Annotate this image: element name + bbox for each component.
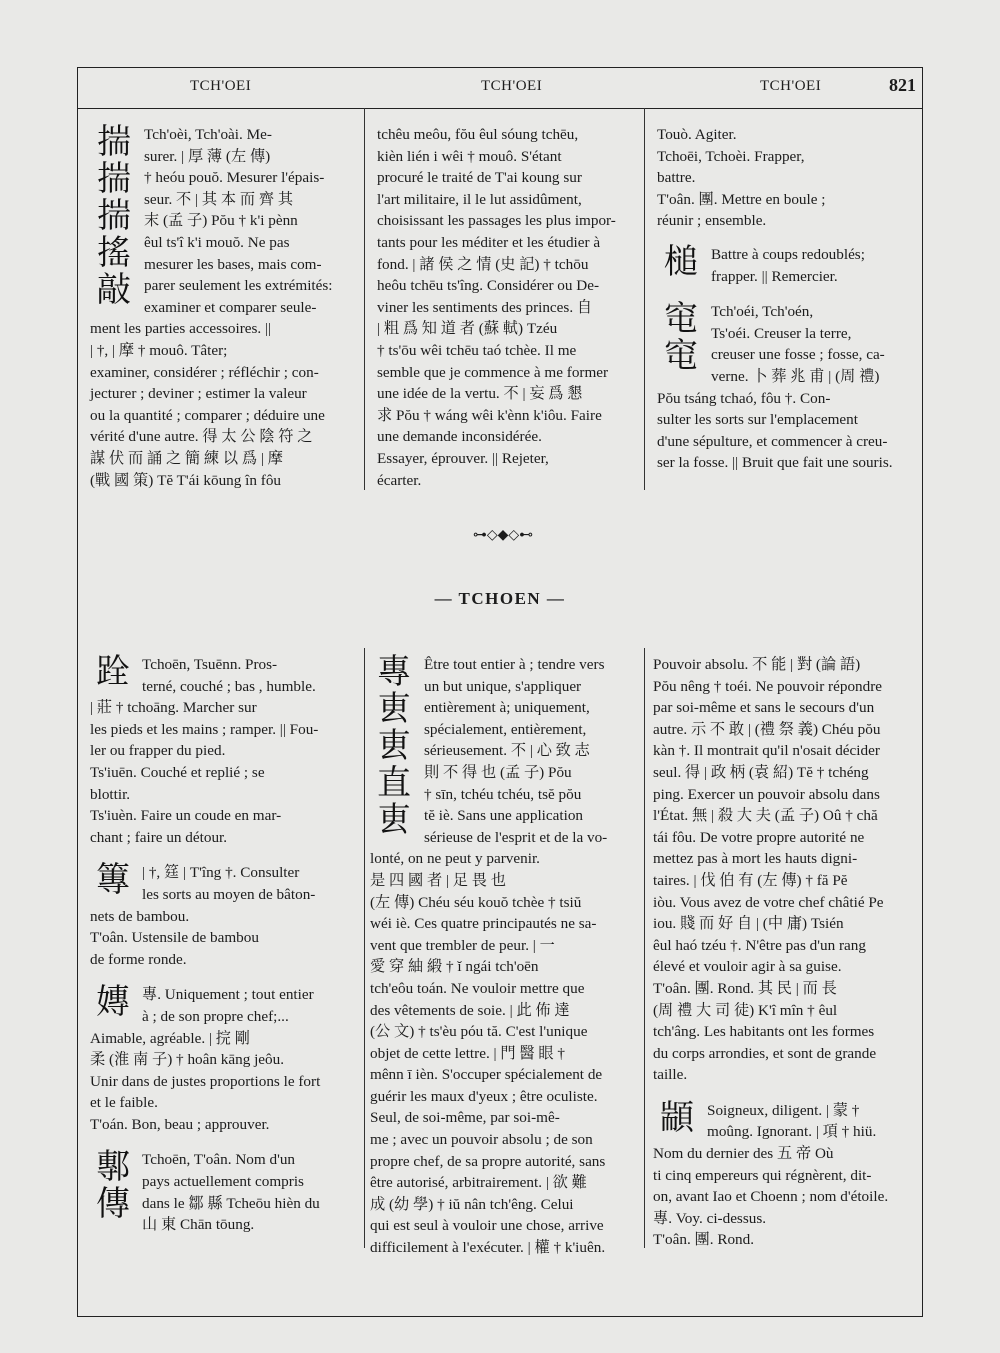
- entry-block: [90, 1149, 352, 1235]
- text-line: taille.: [653, 1066, 688, 1084]
- headword-glyph: 窀: [664, 299, 698, 340]
- running-head-right: TCH'OEI: [760, 78, 822, 94]
- entry-block: [657, 241, 910, 287]
- text-line: mettez pas à mort les hauts digni-: [653, 850, 858, 868]
- text-line: l'art militaire, il le lut assidûment,: [377, 190, 582, 208]
- text-line: ou la quantité ; comparer ; déduire une: [90, 406, 325, 424]
- headword-glyph: 篿: [96, 860, 130, 901]
- bottom-column-1: [90, 654, 352, 1236]
- text-line: du corps arrondies, et sont de grande: [653, 1044, 877, 1062]
- text-line: | 粗 爲 知 道 者 (蘇 軾) Tzéu: [377, 320, 558, 338]
- text-line: T'oân. Ustensile de bambou: [90, 929, 259, 947]
- text-line: 專. Uniquement ; tout entier: [142, 986, 314, 1004]
- top-column-1: [90, 124, 352, 491]
- text-line: Touò. Agiter.: [657, 126, 737, 143]
- text-line: T'oán. Bon, beau ; approuver.: [90, 1115, 270, 1133]
- text-line: Aimable, agréable. | 捖 剛: [90, 1029, 250, 1047]
- bottom-column-3: [653, 654, 910, 1251]
- text-line: et le faible.: [90, 1094, 158, 1112]
- text-line: tái fôu. De votre propre autorité ne: [653, 828, 865, 846]
- text-line: Pŏu nêng † toéi. Ne pouvoir répondre: [653, 677, 883, 695]
- text-line: Tchoēn, T'oân. Nom d'un: [142, 1151, 296, 1169]
- text-line: Pouvoir absolu. 不 能 | 對 (論 語): [653, 656, 861, 673]
- section-ornament: ⊶◇◆◇⊷: [472, 527, 534, 543]
- text-line: kièn lién i wêi † mouô. S'étant: [377, 147, 562, 165]
- headword-glyphs: [657, 301, 705, 375]
- text-line: tch'eôu toán. Ne vouloir mettre que: [370, 979, 585, 997]
- text-line: lonté, on ne peut y parvenir.: [370, 850, 540, 868]
- text-line: ti cinq empereurs qui régnèrent, dit-: [653, 1166, 872, 1184]
- headword-glyph: 窀: [664, 336, 698, 377]
- text-line: Tch'oèi, Tch'oài. Me-: [144, 126, 272, 143]
- entry-block: [90, 984, 352, 1135]
- headword-glyphs: [653, 1097, 701, 1138]
- text-line: l'État. 無 | 殺 大 夫 (孟 子) Oû † chă: [653, 807, 878, 825]
- text-line: êul ts'î k'i mouŏ. Ne pas: [144, 233, 290, 251]
- text-line: examiner, considérer ; réfléchir ; con-: [90, 363, 319, 381]
- entry-block: [90, 862, 352, 970]
- text-line: autre. 示 不 敢 | (禮 祭 義) Chéu pŏu: [653, 720, 881, 738]
- text-line: (公 文) † ts'èu póu tă. C'est l'unique: [370, 1023, 588, 1041]
- text-line: 成 (幼 學) † iŭ nân tch'êng. Celui: [370, 1195, 574, 1213]
- text-line: d'une sépulture, et commencer à creu-: [657, 432, 888, 450]
- text-line: Unir dans de justes proportions le fort: [90, 1072, 321, 1090]
- text-line: Nom du dernier des 五 帝 Où: [653, 1145, 834, 1163]
- running-head-center: TCH'OEI: [481, 78, 543, 94]
- column-rule-bottom-2: [644, 648, 645, 1248]
- text-line: sérieuse de l'esprit et de la vo-: [424, 828, 608, 846]
- headword-glyph: 揣: [97, 122, 131, 162]
- text-line: réunir ; ensemble.: [657, 212, 767, 230]
- text-line: iou. 賤 而 好 自 | (中 庸) Tsién: [653, 915, 844, 933]
- text-line: mesurer les bases, mais com-: [144, 255, 322, 273]
- text-line: me ; avec un pouvoir absolu ; de son: [370, 1131, 593, 1149]
- text-line: une idée de la vertu. 不 | 妄 爲 懇: [377, 385, 583, 403]
- column-rule-top-1: [364, 108, 365, 490]
- text-line: parer seulement les extrémités:: [144, 277, 333, 295]
- text-line: chant ; faire un détour.: [90, 828, 228, 846]
- text-line: (戰 國 策) Tĕ T'ái kōung în fôu: [90, 471, 282, 489]
- text-line: tĕ iè. Sans une application: [424, 807, 584, 825]
- text-line: 柔 (淮 南 子) † hoân kāng jeôu.: [90, 1051, 285, 1069]
- text-line: nets de bambou.: [90, 907, 190, 925]
- text-line: seul. 得 | 政 柄 (袁 紹) Tĕ † tchéng: [653, 763, 869, 781]
- entry-block: [657, 301, 910, 474]
- text-line: seur. 不 | 其 本 而 齊 其: [144, 190, 294, 208]
- text-line: battre.: [657, 169, 696, 187]
- section-title: — TCHOEN —: [434, 589, 566, 608]
- text-line: jecturer ; deviner ; estimer la valeur: [90, 385, 307, 403]
- text-line: | †, 筳 | T'îng †. Consulter: [142, 864, 300, 882]
- text-line: 末 (孟 子) Pŏu † k'i pènn: [144, 212, 298, 230]
- text-line: vent que trembler de peur. | 一: [370, 936, 555, 954]
- text-line: les sorts au moyen de bâton-: [142, 885, 316, 903]
- text-line: ser la fosse. || Bruit que fait une souris.: [657, 454, 893, 472]
- text-line: (左 傳) Chéu séu kouŏ tchèe † tsiŭ: [370, 893, 582, 911]
- headword-glyphs: [90, 984, 136, 1021]
- text-line: † ts'ōu wêi tchēu taó tchèe. Il me: [377, 341, 577, 359]
- text-line: pays actuellement compris: [142, 1173, 304, 1191]
- text-line: kàn †. Il montrait qu'il n'osait décider: [653, 742, 880, 760]
- text-line: blottir.: [90, 785, 131, 803]
- entry-block: [653, 1097, 910, 1251]
- text-line: moûng. Ignorant. | 項 † hiü.: [707, 1123, 877, 1141]
- headword-glyphs: [90, 654, 136, 691]
- text-line: Pŏu tsáng tchaó, fôu †. Con-: [657, 389, 831, 407]
- text-line: des vêtements de soie. | 此 佈 達: [370, 1001, 570, 1019]
- text-line: 是 四 國 者 | 足 畏 也: [370, 871, 506, 889]
- text-line: de forme ronde.: [90, 950, 187, 968]
- headword-glyph: 揣: [97, 196, 131, 236]
- headword-glyphs: [90, 862, 136, 899]
- text-line: examiner et comparer seule-: [144, 298, 317, 316]
- text-line: à ; de son propre chef;...: [142, 1007, 289, 1025]
- text-line: 山 東 Chān tōung.: [142, 1216, 255, 1234]
- headword-glyph: 顓: [660, 1097, 694, 1138]
- text-line: taires. | 伐 伯 有 (左 傳) † fă Pĕ: [653, 871, 848, 889]
- text-line: Tchoēn, Tsuēnn. Pros-: [142, 656, 278, 673]
- text-line: mênn ī ièn. S'occuper spécialement de: [370, 1066, 603, 1084]
- entry-text: [377, 124, 632, 491]
- text-line: T'oân. 團. Rond. 其 民 | 而 長: [653, 979, 837, 997]
- page-number: 821: [889, 75, 916, 95]
- text-line: Ts'oéi. Creuser la terre,: [711, 324, 852, 342]
- entry-text: [657, 124, 910, 232]
- text-line: propre chef, de sa propre autorité, sans: [370, 1152, 606, 1170]
- text-line: creuser une fosse ; fosse, ca-: [711, 346, 885, 364]
- text-line: Seul, de soi-même, par soi-mê-: [370, 1109, 560, 1127]
- top-column-2: [377, 124, 632, 491]
- running-head-left: TCH'OEI: [190, 78, 252, 94]
- entry-block: [90, 654, 352, 848]
- headword-glyphs: [370, 654, 418, 839]
- headword-glyph: 直: [377, 763, 411, 803]
- text-line: guérir les maux d'yeux ; être oculiste.: [370, 1087, 598, 1105]
- text-line: être autorisé, arbitrairement. | 欲 難: [370, 1174, 587, 1192]
- headword-glyph: 專: [377, 652, 411, 692]
- text-line: tch'âng. Les habitants ont les formes: [653, 1023, 875, 1041]
- text-line: surer. | 厚 薄 (左 傳): [144, 147, 271, 165]
- entry-text: [653, 654, 910, 1086]
- text-line: entièrement à; uniquement,: [424, 699, 590, 717]
- text-line: Soigneux, diligent. | 蒙 †: [707, 1101, 860, 1119]
- text-line: Battre à coups redoublés;: [711, 245, 865, 263]
- text-line: frapper. || Remercier.: [711, 267, 838, 285]
- text-line: viner les sentiments des princes. 自: [377, 298, 593, 316]
- headword-glyph: 鄟: [96, 1147, 130, 1188]
- text-line: † sīn, tchéu tchéu, tsĕ pŏu: [424, 785, 582, 803]
- text-line: ment les parties accessoires. ||: [90, 320, 272, 338]
- text-line: êul haó tzéu †. N'être pas d'un rang: [653, 936, 866, 954]
- text-line: on, avant Iao et Choenn ; nom d'étoile.: [653, 1188, 889, 1206]
- text-line: tants pour les méditer et les étudier à: [377, 233, 601, 251]
- column-rule-bottom-1: [364, 648, 365, 1248]
- text-line: (周 禮 大 司 徒) K'î mîn † êul: [653, 1001, 838, 1019]
- text-line: spécialement, entièrement,: [424, 720, 587, 738]
- headword-glyph: 搖: [97, 233, 131, 273]
- headword-glyph: 揣: [97, 159, 131, 199]
- headword-glyph: 敲: [97, 270, 131, 310]
- text-line: wéi iè. Ces quatre principautés ne sa-: [370, 915, 597, 933]
- headword-glyphs: [90, 124, 138, 309]
- text-line: élevé et vouloir agir à sa guise.: [653, 958, 842, 976]
- bottom-column-2: [370, 654, 632, 1259]
- text-line: 求 Pŏu † wáng wêi k'ènn k'iôu. Faire: [377, 406, 602, 424]
- text-line: un but unique, s'appliquer: [424, 677, 582, 695]
- text-line: Essayer, éprouver. || Rejeter,: [377, 449, 549, 467]
- text-line: qui est seul à vouloir une chose, arrive: [370, 1217, 604, 1235]
- headword-glyph: 跧: [96, 652, 130, 692]
- header-rule: [77, 108, 923, 109]
- text-line: T'oân. 團. Rond.: [653, 1231, 755, 1249]
- text-line: sérieusement. 不 | 心 致 志: [424, 742, 590, 760]
- text-line: terné, couché ; bas , humble.: [142, 677, 316, 695]
- text-line: dans le 鄒 縣 Tcheōu hièn du: [142, 1194, 320, 1212]
- text-line: | 莊 † tchoāng. Marcher sur: [90, 699, 257, 717]
- text-line: verne. 卜 葬 兆 甫 | (周 禮): [711, 367, 880, 385]
- text-line: objet de cette lettre. | 門 醫 眼 †: [370, 1044, 565, 1062]
- headword-glyphs: [657, 241, 705, 282]
- text-line: écarter.: [377, 471, 422, 489]
- text-line: procuré le traité de T'ai koung sur: [377, 169, 582, 187]
- headword-glyph: 叀: [377, 689, 411, 729]
- headword-glyph: 叀: [377, 800, 411, 840]
- text-line: semble que je commence à me former: [377, 363, 609, 381]
- headword-glyph: 叀: [377, 726, 411, 766]
- headword-glyphs: [90, 1149, 136, 1223]
- text-line: vérité d'une autre. 得 太 公 陰 符 之: [90, 428, 313, 446]
- headword-glyph: 槌: [664, 241, 698, 282]
- text-line: Tchoēi, Tchoèi. Frapper,: [657, 147, 805, 165]
- headword-glyph: 嫥: [96, 982, 130, 1023]
- text-line: par soi-même et sans le secours d'un: [653, 699, 875, 717]
- text-line: les pieds et les mains ; ramper. || Fou-: [90, 720, 319, 738]
- text-line: heôu tchēu ts'îng. Considérer ou De-: [377, 277, 600, 295]
- text-line: 愛 穿 紬 緞 † ĭ ngái tch'oēn: [370, 958, 539, 976]
- text-line: choisissant les passages les plus impor-: [377, 212, 616, 230]
- text-line: difficilement à l'exécuter. | 權 † k'iuên.: [370, 1239, 606, 1257]
- text-line: ping. Exercer un pouvoir absolu dans: [653, 785, 880, 803]
- headword-glyph: 傳: [96, 1184, 130, 1225]
- text-line: fond. | 諸 侯 之 情 (史 記) † tchōu: [377, 255, 589, 273]
- text-line: tchêu meôu, fŏu êul sóung tchēu,: [377, 126, 579, 143]
- text-line: | †, | 摩 † mouô. Tâter;: [90, 341, 228, 359]
- text-line: Ts'iuèn. Faire un coude en mar-: [90, 807, 282, 825]
- text-line: † heóu pouŏ. Mesurer l'épais-: [144, 169, 325, 187]
- text-line: 則 不 得 也 (孟 子) Pŏu: [424, 763, 572, 781]
- text-line: Tch'oéi, Tch'oén,: [711, 303, 814, 321]
- text-line: iòu. Vous avez de votre chef châtié Pe: [653, 893, 884, 911]
- text-line: T'oân. 團. Mettre en boule ;: [657, 190, 826, 208]
- column-rule-top-2: [644, 108, 645, 490]
- text-line: une demande inconsidérée.: [377, 428, 542, 446]
- text-line: 專. Voy. ci-dessus.: [653, 1209, 767, 1227]
- text-line: Être tout entier à ; tendre vers: [424, 656, 605, 673]
- text-line: sulter les sorts sur l'emplacement: [657, 411, 858, 429]
- text-line: Ts'iuēn. Couché et replié ; se: [90, 763, 265, 781]
- top-column-3: [657, 124, 910, 474]
- text-line: ler ou frapper du pied.: [90, 742, 226, 760]
- text-line: 謀 伏 而 誦 之 簡 練 以 爲 | 摩: [90, 449, 283, 467]
